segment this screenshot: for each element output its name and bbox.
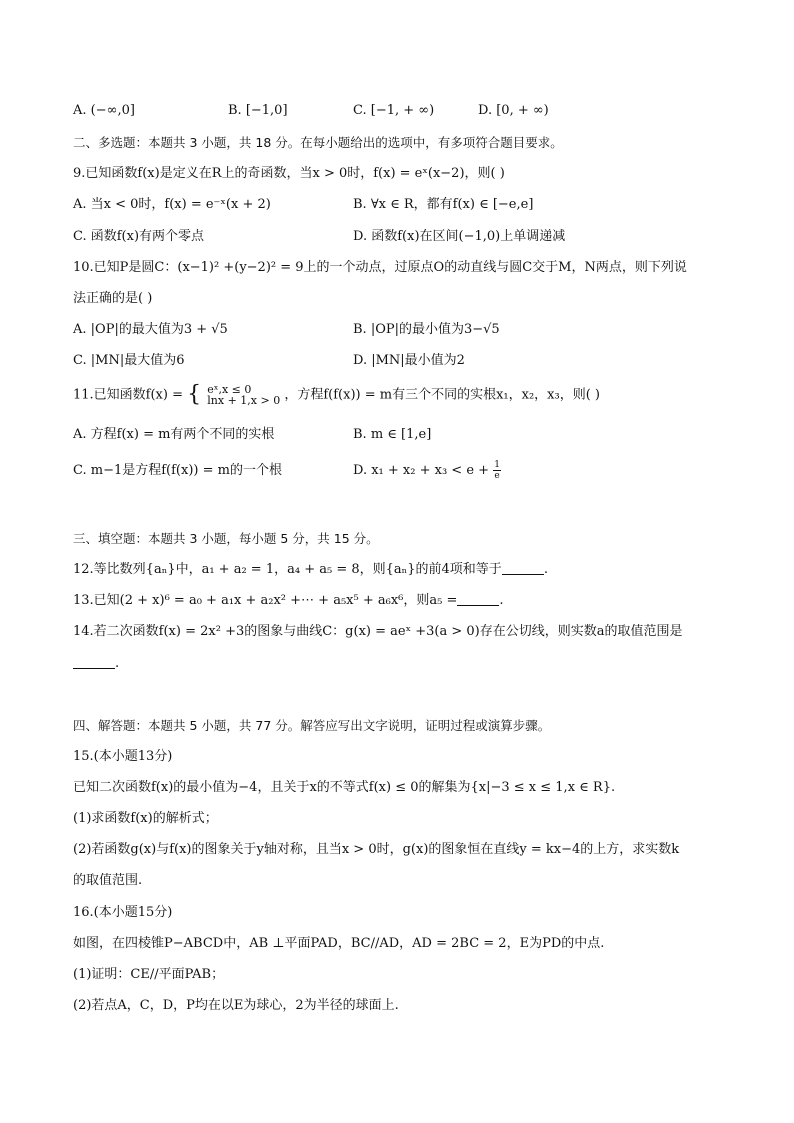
q11-option-a: A. 方程f(x) = m有两个不同的实根 bbox=[73, 427, 275, 442]
q10-option-a: A. |OP|的最大值为3 + √5 bbox=[73, 322, 228, 337]
q12-text: 12.等比数列{aₙ}中，a₁ + a₂ = 1，a₄ + a₅ = 8，则{aₙ}的前4项和等于 bbox=[73, 562, 502, 577]
q10-stem-line2: 法正确的是( ) bbox=[73, 291, 153, 306]
q15-title: 15.(本小题13分) bbox=[73, 749, 173, 764]
q8-option-a: A. (−∞,0] bbox=[73, 103, 135, 118]
q11-option-d bbox=[353, 460, 501, 481]
fraction-numerator: 1 bbox=[494, 460, 500, 470]
q15-part2-line1: (2)若函数g(x)与f(x)的图象关于y轴对称，且当x > 0时，g(x)的图象恒在直线y = kx−4的上方，求实数k bbox=[73, 842, 680, 857]
answer-blank[interactable] bbox=[457, 593, 499, 606]
q15-stem: 已知二次函数f(x)的最小值为−4，且关于x的不等式f(x) ≤ 0的解集为{x|−3 ≤ x ≤ 1,x ∈ R}. bbox=[73, 780, 616, 795]
q10-option-c: C. |MN|最大值为6 bbox=[73, 353, 185, 368]
left-brace-icon: { bbox=[187, 382, 202, 407]
q16-title: 16.(本小题15分) bbox=[73, 905, 173, 920]
q8-option-c: C. [−1, + ∞) bbox=[353, 103, 435, 118]
q9-option-c: C. 函数f(x)有两个零点 bbox=[73, 229, 205, 244]
q11-option-c: C. m−1是方程f(f(x)) = m的一个根 bbox=[73, 463, 282, 478]
q11-stem-prefix: 11.已知函数f(x) = bbox=[73, 387, 183, 403]
q15-part1: (1)求函数f(x)的解析式； bbox=[73, 811, 218, 826]
fraction bbox=[493, 460, 501, 481]
q15-part2-line2: 的取值范围. bbox=[73, 873, 143, 888]
q8-option-b: B. [−1,0] bbox=[228, 103, 288, 118]
piece-1: eˣ,x ≤ 0 bbox=[207, 383, 252, 396]
answer-blank[interactable] bbox=[73, 656, 115, 669]
q14-line2 bbox=[73, 655, 119, 673]
q10-option-d: D. |MN|最小值为2 bbox=[353, 353, 465, 368]
q14-line1: 14.若二次函数f(x) = 2x² +3的图象与曲线C：g(x) = aeˣ +3(a > 0)存在公切线，则实数a的取值范围是 bbox=[73, 624, 683, 639]
q13 bbox=[73, 592, 504, 610]
q14-end: . bbox=[115, 656, 120, 671]
q16-stem: 如图，在四棱锥P−ABCD中，AB ⊥平面PAD，BC//AD，AD = 2BC = 2，E为PD的中点. bbox=[73, 936, 605, 951]
q9-option-b: B. ∀x ∈ R，都有f(x) ∈ [−e,e] bbox=[353, 197, 534, 212]
q11-stem bbox=[73, 384, 600, 406]
q16-part2: (2)若点A，C，D，P均在以E为球心，2为半径的球面上. bbox=[73, 998, 399, 1013]
q11-stem-suffix: ，方程f(f(x)) = m有三个不同的实根x₁，x₂，x₃，则( ) bbox=[284, 387, 600, 403]
section-2-heading: 二、多选题：本题共 3 小题，共 18 分。在每小题给出的选项中，有多项符合题目要求。 bbox=[73, 135, 563, 150]
q10-option-b: B. |OP|的最小值为3−√5 bbox=[353, 322, 500, 337]
section-4-heading: 四、解答题：本题共 5 小题，共 77 分。解答应写出文字说明，证明过程或演算步骤。 bbox=[73, 718, 551, 733]
q12-end: . bbox=[543, 562, 548, 577]
q9-option-a: A. 当x < 0时，f(x) = e⁻ˣ(x + 2) bbox=[73, 197, 271, 212]
q11-option-b: B. m ∈ [1,e] bbox=[353, 427, 432, 442]
q13-end: . bbox=[499, 593, 504, 608]
answer-blank[interactable] bbox=[502, 562, 544, 575]
section-3-heading: 三、填空题：本题共 3 小题，每小题 5 分，共 15 分。 bbox=[73, 531, 379, 546]
q9-stem: 9.已知函数f(x)是定义在R上的奇函数，当x > 0时，f(x) = eˣ(x−2)，则( ) bbox=[73, 166, 505, 181]
fraction-denominator: e bbox=[494, 471, 500, 481]
q13-text: 13.已知(2 + x)⁶ = a₀ + a₁x + a₂x² +⋯ + a₅x⁵ + a₆x⁶，则a₅ = bbox=[73, 593, 458, 608]
piecewise-definition bbox=[207, 384, 280, 406]
q11-option-d-text: D. x₁ + x₂ + x₃ < e + bbox=[353, 463, 490, 478]
q8-option-d: D. [0, + ∞) bbox=[478, 103, 549, 118]
piece-2: lnx + 1,x > 0 bbox=[207, 394, 281, 407]
q10-stem-line1: 10.已知P是圆C：(x−1)² +(y−2)² = 9上的一个动点，过原点O的动直线与圆C交于M，N两点，则下列说 bbox=[73, 260, 687, 275]
q9-option-d: D. 函数f(x)在区间(−1,0)上单调递减 bbox=[353, 229, 566, 244]
q12 bbox=[73, 561, 548, 579]
q16-part1: (1)证明：CE//平面PAB； bbox=[73, 967, 225, 982]
